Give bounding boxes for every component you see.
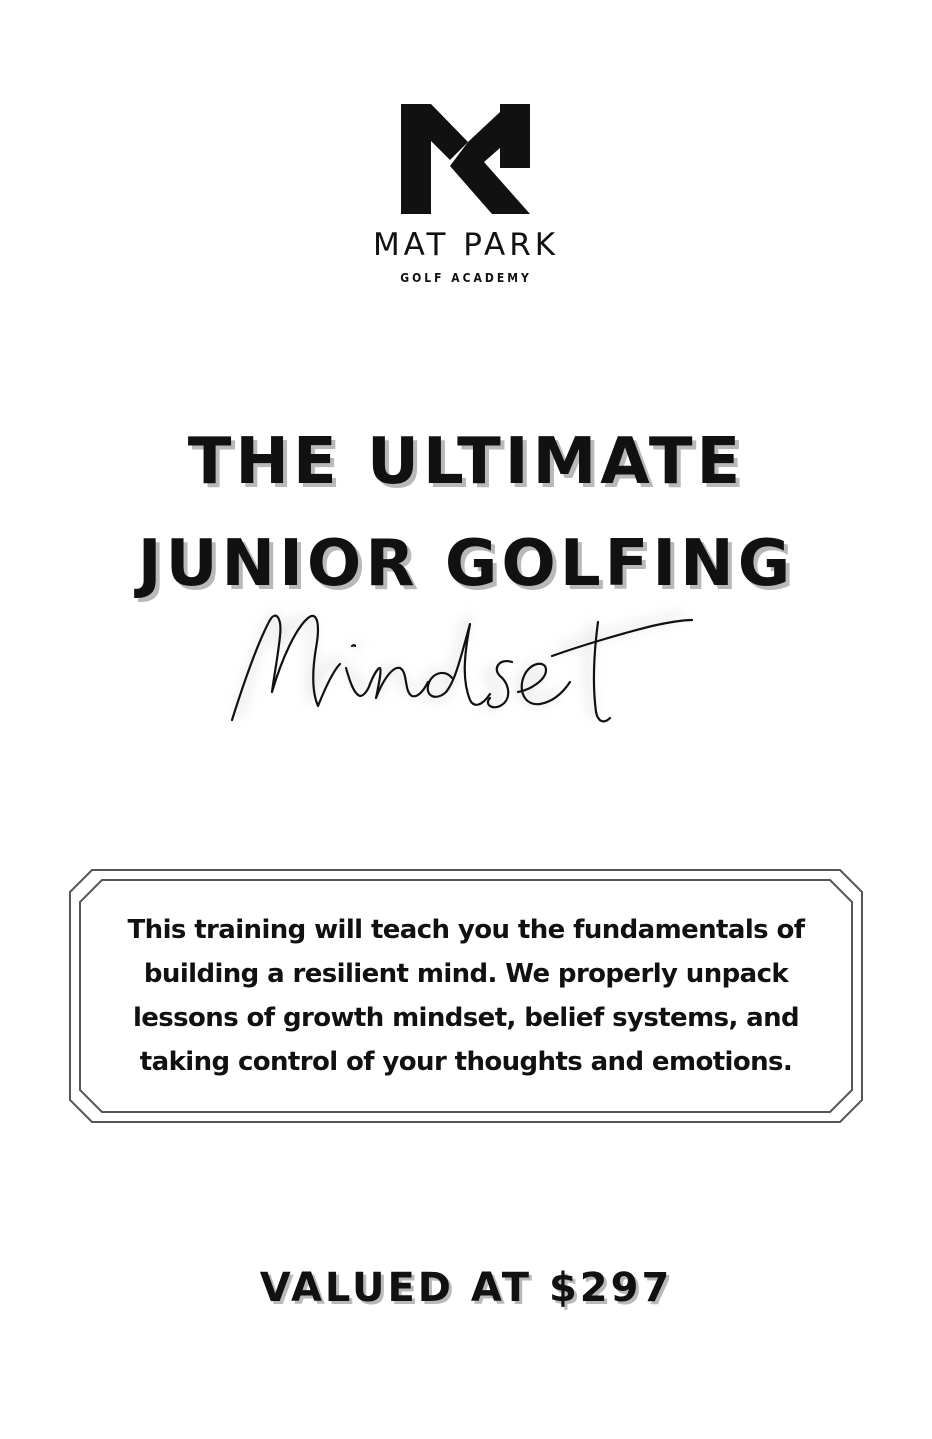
price-label: VALUED AT $297 bbox=[259, 1265, 673, 1311]
mp-monogram-icon bbox=[398, 104, 534, 218]
script-mindset-wordmark bbox=[200, 596, 732, 746]
brand-subtitle: GOLF ACADEMY bbox=[400, 271, 532, 285]
headline-line-1: THE ULTIMATE bbox=[187, 425, 745, 499]
brand-name: MAT PARK bbox=[372, 227, 560, 263]
description-text: This training will teach you the fundamentals of building a resilient mind. We properly unpack lessons of growth mindset, belief systems, and taking control of your thoughts and emotions. bbox=[127, 915, 805, 1077]
headline-line-2: JUNIOR GOLFING bbox=[137, 527, 795, 601]
